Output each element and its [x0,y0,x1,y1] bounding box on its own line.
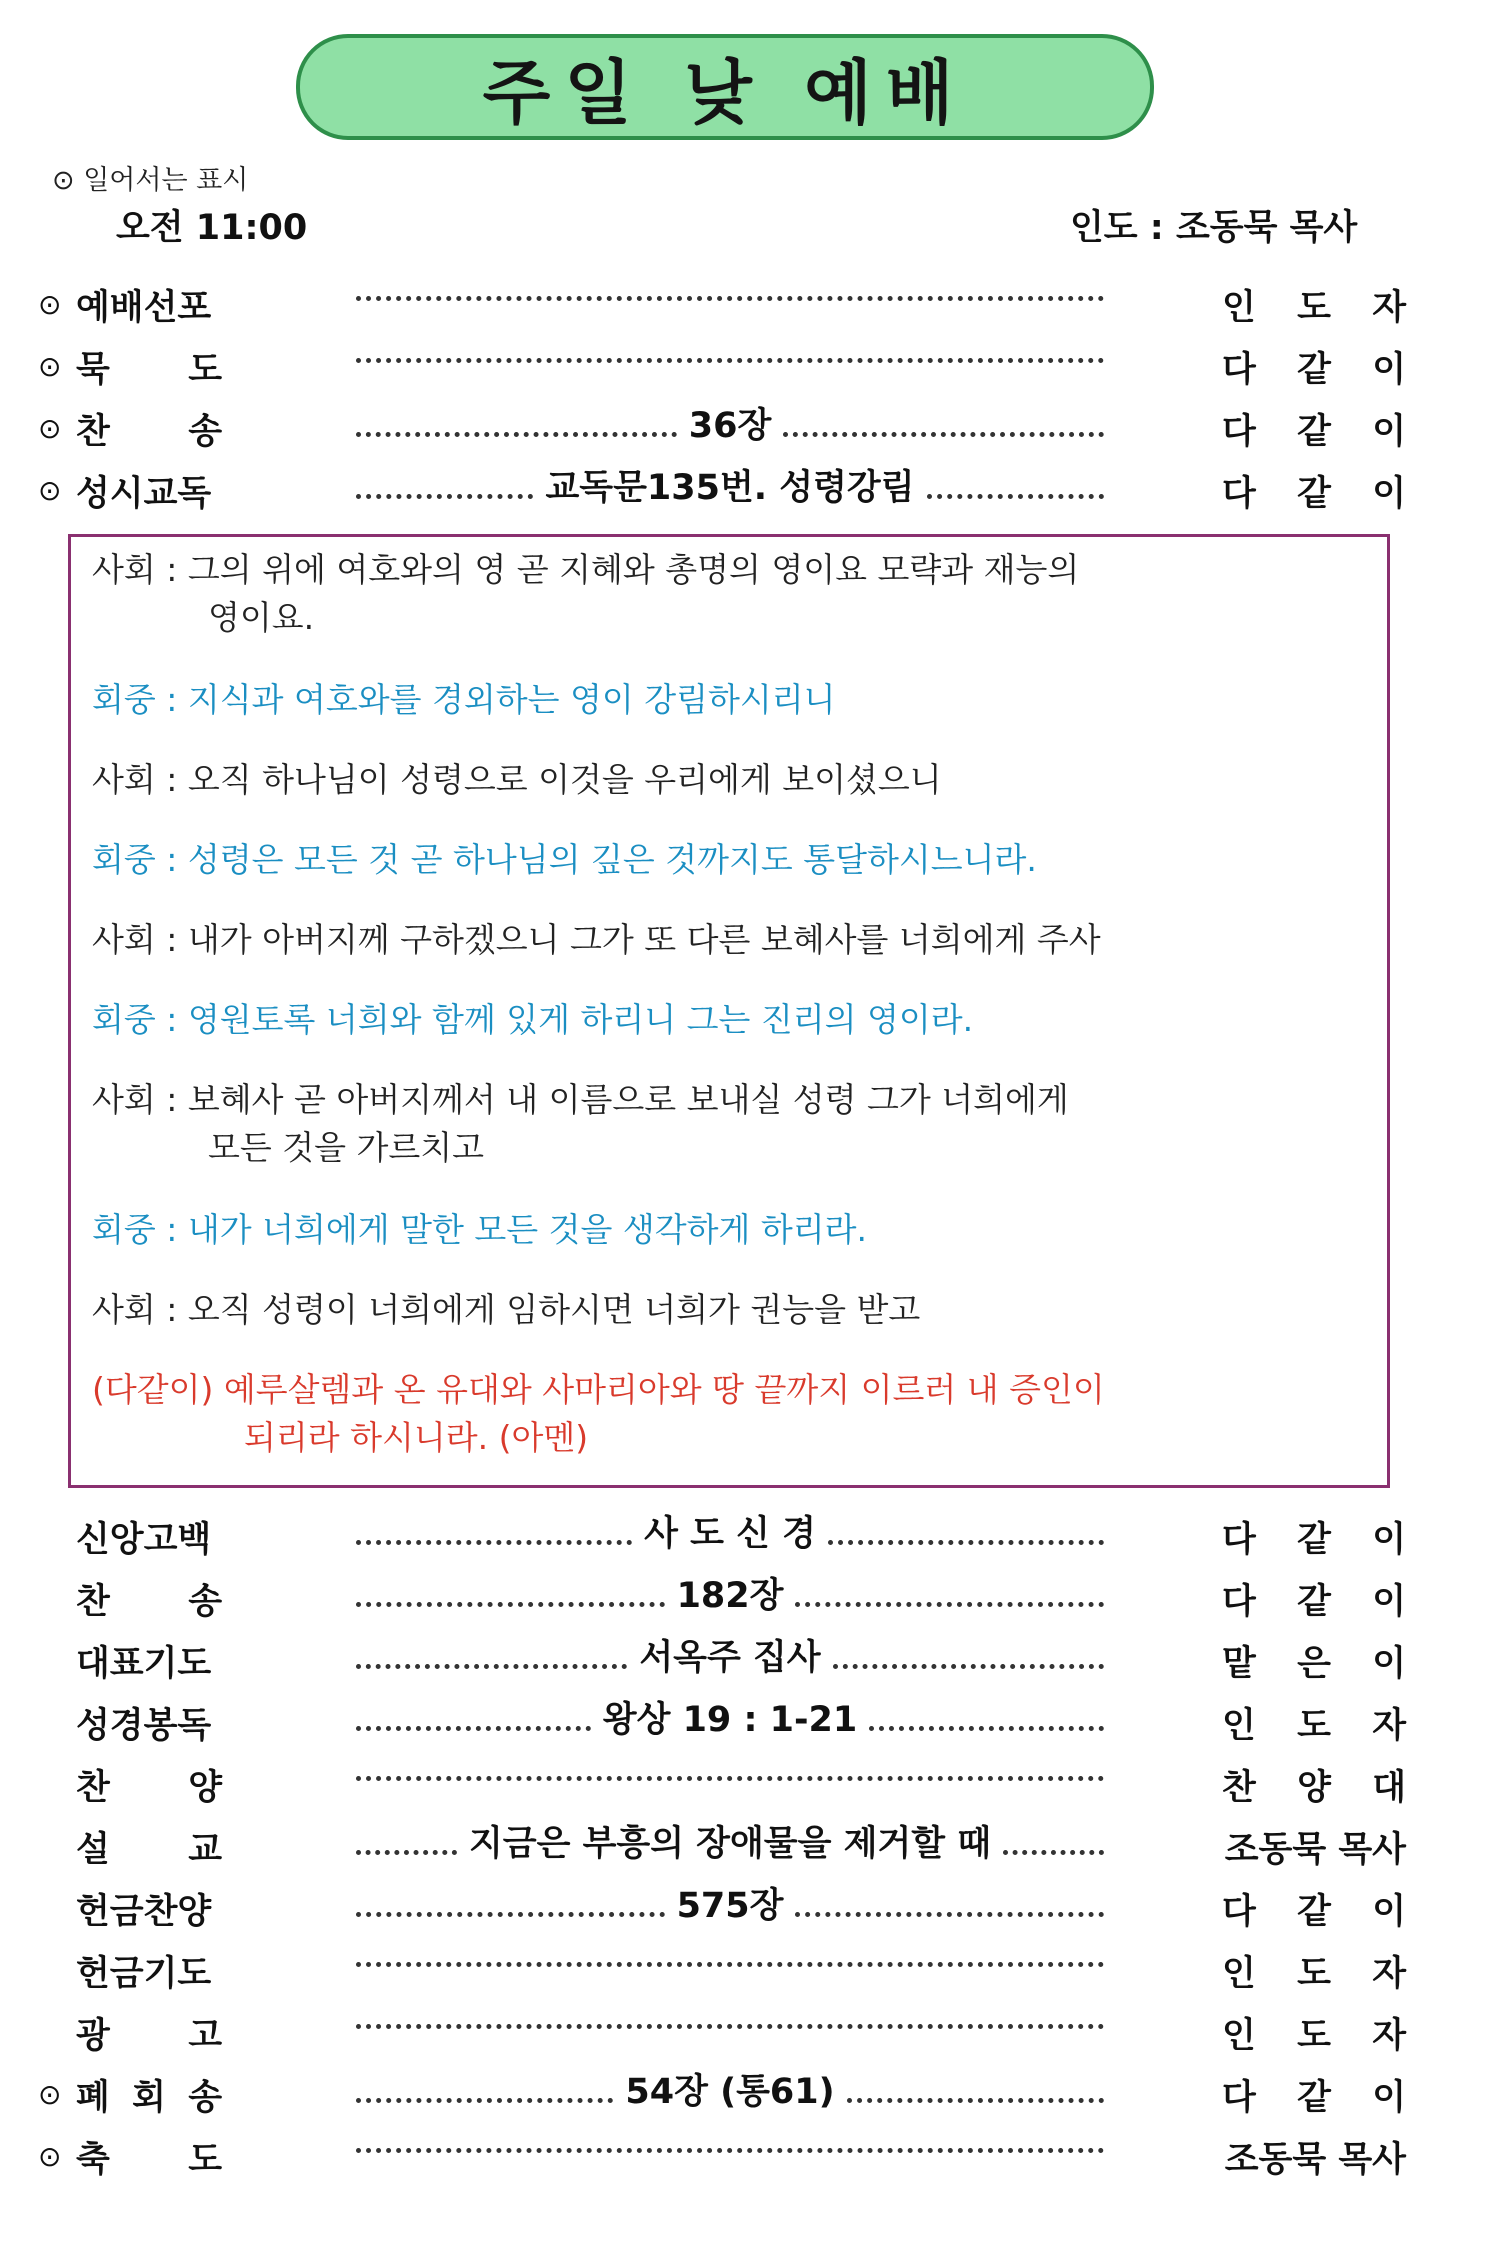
responsive-line [92,546,1079,642]
order-item-detail-text: 182장 [676,1576,784,1616]
char: 다 [1222,1582,1256,1622]
char: 같 [1297,1582,1331,1622]
dot-leader [356,410,677,437]
char: 인 [1222,1706,1256,1746]
char: 교 [188,1830,222,1870]
order-item-name: 헌금기도 [76,1954,212,1994]
order-item-detail [350,1568,1110,1618]
responsive-line-main [92,836,1037,884]
char: 묵 [76,350,110,390]
char: 송 [188,1582,222,1622]
order-item-detail [350,1692,1110,1742]
char: 자 [1372,1954,1406,1994]
responsive-text: 성령은 모든 것 곧 하나님의 깊은 것까지도 통달하시느니라. [187,840,1037,879]
order-item-name: 헌금찬양 [76,1892,212,1932]
order-item-person [1222,280,1406,330]
order-item-name [76,2008,222,2058]
order-item-person: 조동묵 목사 [1224,2140,1406,2180]
char: 송 [188,412,222,452]
dot-leader [356,1580,665,1607]
dot-leader [356,1704,591,1731]
dot-leader [869,1704,1104,1731]
char: 같 [1297,1520,1331,1560]
char: 같 [1297,474,1331,514]
char: 양 [188,1768,222,1808]
order-item-detail [350,1630,1110,1680]
order-item [0,1634,1494,1686]
standing-legend: ⊙ 일어서는 표시 [52,165,249,196]
order-item-detail [350,1940,1110,1967]
order-item-name [76,342,222,392]
speaker-label: 사회 : [92,550,188,589]
char: 도 [188,2140,222,2180]
order-item-detail [350,2126,1110,2153]
dot-leader [356,2126,1104,2153]
order-item-detail [350,460,1110,510]
order-item-name: 성경봉독 [76,1706,212,1746]
responsive-text-cont: 모든 것을 가르치고 [208,1128,485,1167]
order-item-name [76,1760,222,1810]
standing-mark: ⊙ [38,350,62,383]
order-item [0,1758,1494,1810]
speaker-label: 회중 : [92,680,188,719]
char: 회 [132,2078,166,2118]
char: 다 [1222,1520,1256,1560]
dot-leader [356,1890,665,1917]
char: 도 [1297,288,1331,328]
order-item-name: 신앙고백 [76,1520,212,1560]
standing-mark: ⊙ [38,288,62,321]
char: 이 [1372,1582,1406,1622]
standing-mark: ⊙ [38,2078,62,2111]
char: 도 [1297,2016,1331,2056]
order-item-person [1222,1884,1406,1934]
char: 찬 [76,1582,110,1622]
responsive-text: 오직 성령이 너희에게 임하시면 너희가 권능을 받고 [187,1290,921,1329]
dot-leader [356,2002,1104,2029]
responsive-line [92,916,1101,964]
responsive-text: 예루살렘과 온 유대와 사마리아와 땅 끝까지 이르러 내 증인이 [223,1370,1105,1409]
page-title: 주일 낮 예배 [296,34,1154,140]
dot-leader [927,472,1104,499]
dot-leader [795,1580,1104,1607]
char: 다 [1222,350,1256,390]
order-item-name [76,2070,222,2120]
responsive-text: 내가 아버지께 구하겠으니 그가 또 다른 보혜사를 너희에게 주사 [187,920,1101,959]
char: 찬 [1222,1768,1256,1808]
char: 폐 [76,2078,110,2118]
order-item-name [76,2132,222,2182]
dot-leader [356,336,1104,363]
char: 다 [1222,1892,1256,1932]
char: 같 [1297,412,1331,452]
char: 자 [1372,2016,1406,2056]
char: 자 [1372,288,1406,328]
order-item-detail [350,1754,1110,1781]
responsive-line [92,1366,1105,1462]
order-item-name: 성시교독 [76,474,212,514]
order-item-name [76,404,222,454]
responsive-line-main [92,546,1079,594]
dot-leader [847,2076,1104,2103]
responsive-line-main [92,1286,920,1334]
dot-leader [356,2076,613,2103]
order-item-person [1222,1946,1406,1996]
dot-leader [1003,1828,1104,1855]
char: 자 [1372,1706,1406,1746]
responsive-line-main [92,756,942,804]
responsive-text: 내가 너희에게 말한 모든 것을 생각하게 하리라. [187,1210,867,1249]
order-item-detail-text: 54장 (통61) [625,2072,835,2112]
char: 다 [1222,474,1256,514]
order-item-person: 조동묵 목사 [1224,1830,1406,1870]
dot-leader [795,1890,1104,1917]
order-item [0,2068,1494,2120]
order-item-detail-text: 교독문135번. 성령강림 [545,468,915,508]
char: 찬 [76,1768,110,1808]
responsive-text: 오직 하나님이 성령으로 이것을 우리에게 보이셨으니 [187,760,942,799]
order-item-detail [350,274,1110,301]
char: 대 [1372,1768,1406,1808]
responsive-line-main [92,1366,1105,1414]
char: 설 [76,1830,110,1870]
order-item [0,1944,1494,1996]
standing-mark: ⊙ [38,412,62,445]
speaker-label: 회중 : [92,1000,188,1039]
order-item-detail-text: 왕상 19 : 1-21 [602,1700,858,1740]
char: 양 [1297,1768,1331,1808]
dot-leader [356,1518,632,1545]
dot-leader [356,1940,1104,1967]
order-item-person [1222,1698,1406,1748]
char: 찬 [76,412,110,452]
order-item [0,464,1494,516]
order-item-person [1222,1574,1406,1624]
char: 축 [76,2140,110,2180]
order-item [0,402,1494,454]
responsive-line [92,1076,1069,1172]
order-item [0,340,1494,392]
order-item [0,2130,1494,2182]
order-item-detail [350,1878,1110,1928]
responsive-text: 영원토록 너희와 함께 있게 하리니 그는 진리의 영이라. [187,1000,974,1039]
speaker-label: (다같이) [92,1370,224,1409]
char: 이 [1372,1892,1406,1932]
service-time: 오전 11:00 [116,208,308,248]
order-item-person [1222,1636,1406,1686]
char: 이 [1372,1520,1406,1560]
order-item-detail [350,1816,1110,1866]
dot-leader [356,274,1104,301]
order-item-detail [350,2064,1110,2114]
char: 이 [1372,2078,1406,2118]
dot-leader [833,1642,1104,1669]
responsive-line [92,836,1037,884]
responsive-text: 보혜사 곧 아버지께서 내 이름으로 보내실 성령 그가 너희에게 [187,1080,1069,1119]
order-item [0,2006,1494,2058]
speaker-label: 사회 : [92,1080,188,1119]
char: 이 [1372,412,1406,452]
dot-leader [783,410,1104,437]
char: 같 [1297,350,1331,390]
responsive-line-main [92,1076,1069,1124]
order-item [0,1882,1494,1934]
order-item-detail [350,1506,1110,1556]
dot-leader [356,1642,627,1669]
speaker-label: 사회 : [92,760,188,799]
speaker-label: 회중 : [92,1210,188,1249]
char: 고 [188,2016,222,2056]
char: 은 [1297,1644,1331,1684]
order-item-name [76,1574,222,1624]
speaker-label: 사회 : [92,920,188,959]
responsive-line [92,996,973,1044]
order-item [0,1696,1494,1748]
dot-leader [356,472,533,499]
responsive-line [92,676,836,724]
order-item-person [1222,1512,1406,1562]
responsive-line-main [92,676,836,724]
responsive-line-main [92,916,1101,964]
char: 다 [1222,412,1256,452]
char: 송 [188,2078,222,2118]
char: 이 [1372,1644,1406,1684]
char: 인 [1222,2016,1256,2056]
responsive-line-main [92,1206,867,1254]
order-item-detail-text: 사 도 신 경 [644,1514,816,1554]
dot-leader [356,1754,1104,1781]
char: 이 [1372,350,1406,390]
responsive-line [92,756,942,804]
char: 인 [1222,288,1256,328]
order-item-person [1222,1760,1406,1810]
order-item-detail-text: 36장 [688,406,772,446]
service-leader: 인도 : 조동묵 목사 [1070,208,1358,248]
order-item-person [1222,342,1406,392]
order-item-name: 예배선포 [76,288,212,328]
order-item-name [76,1822,222,1872]
responsive-line-main [92,996,973,1044]
order-item-detail-text: 575장 [676,1886,784,1926]
order-item-person [1222,404,1406,454]
responsive-text: 그의 위에 여호와의 영 곧 지혜와 총명의 영이요 모략과 재능의 [187,550,1080,589]
order-item-person [1222,2008,1406,2058]
responsive-line [92,1206,867,1254]
responsive-text: 지식과 여호와를 경외하는 영이 강림하시리니 [187,680,836,719]
char: 같 [1297,2078,1331,2118]
order-item-detail [350,398,1110,448]
order-item [0,278,1494,330]
char: 광 [76,2016,110,2056]
order-item-person [1222,466,1406,516]
standing-mark: ⊙ [38,2140,62,2173]
order-item-detail [350,2002,1110,2029]
responsive-text-cont: 영이요. [208,598,315,637]
char: 도 [188,350,222,390]
char: 다 [1222,2078,1256,2118]
char: 도 [1297,1954,1331,1994]
char: 맡 [1222,1644,1256,1684]
responsive-text-cont: 되리라 하시니라. (아멘) [244,1418,589,1457]
speaker-label: 회중 : [92,840,188,879]
char: 인 [1222,1954,1256,1994]
order-item-name: 대표기도 [76,1644,212,1684]
order-item-detail-text: 지금은 부흥의 장애물을 제거할 때 [468,1824,992,1864]
responsive-line [92,1286,920,1334]
char: 도 [1297,1706,1331,1746]
order-item [0,1510,1494,1562]
speaker-label: 사회 : [92,1290,188,1329]
dot-leader [828,1518,1104,1545]
order-item-detail [350,336,1110,363]
order-item [0,1820,1494,1872]
order-item [0,1572,1494,1624]
char: 이 [1372,474,1406,514]
char: 같 [1297,1892,1331,1932]
dot-leader [356,1828,457,1855]
standing-mark: ⊙ [38,474,62,507]
order-item-detail-text: 서옥주 집사 [639,1638,821,1678]
order-item-person [1222,2070,1406,2120]
